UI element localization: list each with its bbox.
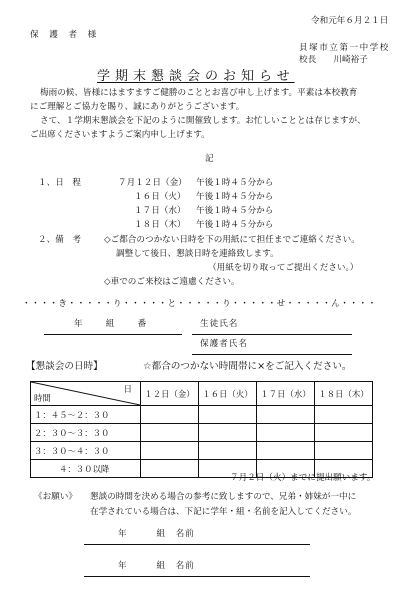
day-header: １８日（木） [315, 382, 373, 406]
table-row [31, 424, 373, 442]
availability-cell[interactable] [141, 460, 199, 478]
class-number-label: 年 組 番 [74, 319, 149, 329]
student-name-line [192, 334, 352, 335]
letter-date: 令和元年６月２１日 [311, 16, 389, 26]
body-line: 梅雨の候、皆様にはますますご健勝のこととお喜び申し上げます。平素は本校教育 [40, 88, 358, 98]
ki-heading: 記 [205, 154, 214, 164]
day-header: １６日（火） [199, 382, 257, 406]
availability-cell[interactable] [257, 442, 315, 460]
schedule-date: １８日（木） [134, 220, 186, 230]
availability-cell[interactable] [199, 424, 257, 442]
availability-cell[interactable] [199, 442, 257, 460]
school-name: 貝塚市立第一中学校 [299, 43, 390, 53]
table-row [31, 442, 373, 460]
schedule-label: １、日 程 [38, 178, 81, 188]
availability-cell[interactable] [141, 406, 199, 424]
day-header: １７日（水） [257, 382, 315, 406]
body-line: にご理解とご協力を賜り、誠にありがとうございます。 [30, 102, 245, 112]
availability-cell[interactable] [315, 442, 373, 460]
time-slot-label: ２：３０～３：３０ [31, 424, 141, 442]
request-line: 懇談の時間を決める場合の参考に致しますので、兄弟・姉妹が一中に [90, 492, 357, 502]
availability-cell[interactable] [257, 424, 315, 442]
guardian-name-label: 保護者氏名 [200, 339, 248, 349]
schedule-date: １６日（火） [134, 192, 186, 202]
addressee: 保 護 者 様 [30, 30, 98, 40]
notes-line: ◇車でのご来校はご遠慮ください。 [104, 277, 240, 287]
availability-cell[interactable] [199, 406, 257, 424]
availability-table [30, 381, 373, 478]
guardian-name-line [192, 354, 352, 355]
sibling-entry-line [84, 544, 310, 545]
class-number-line [44, 334, 182, 335]
schedule-date: ７月１２日（金） [118, 178, 187, 188]
time-slot-label: ３：３０～４：３０ [31, 442, 141, 460]
schedule-time: 午後１時４５分から [196, 206, 274, 216]
request-label: 《お願い》 [34, 492, 77, 502]
page-title: 学期末懇談会のお知らせ [97, 69, 295, 84]
student-name-label: 生徒氏名 [200, 319, 239, 329]
corner-day-label: 日 [123, 384, 132, 394]
instruction: ☆都合のつかない時間帯に×をご記入ください。 [143, 361, 352, 372]
availability-cell[interactable] [257, 406, 315, 424]
time-slot-label: ４：３０以降 [31, 460, 141, 478]
request-line: 在学されている場合は、下記に学年・組・名前を記入してください。 [90, 507, 357, 517]
availability-cell[interactable] [141, 442, 199, 460]
schedule-date: １７日（水） [134, 206, 186, 216]
body-line: ご出席くださいますようご案内申し上げます。 [30, 130, 210, 140]
principal-name: 校長 川崎裕子 [299, 55, 368, 65]
sibling-entry-label: 年 組 名前 [118, 529, 195, 539]
table-row [31, 406, 373, 424]
day-header: １２日（金） [141, 382, 199, 406]
notes-label: ２、備 考 [38, 235, 81, 245]
notes-line: ◇ご都合のつかない日時を下の用紙にて担任までご連絡ください。 [104, 235, 360, 245]
availability-cell[interactable] [141, 424, 199, 442]
table-corner-cell [31, 382, 141, 406]
deadline-note: ７月２日（火）までに提出願います。 [230, 473, 376, 483]
cut-line: ・・・・き・・・・・り・・・・・と・・・・・り・・・・・せ・・・・・ん・・・・ [22, 299, 377, 309]
schedule-time: 午後１時４５分から [196, 178, 274, 188]
notes-line: 調整して後日、懇談日時を連絡致します。 [116, 249, 279, 259]
corner-time-label: 時間 [34, 393, 51, 403]
sibling-entry-label: 年 組 名前 [118, 561, 195, 571]
availability-cell[interactable] [315, 406, 373, 424]
section-title: 【懇談会の日時】 [26, 361, 103, 372]
body-line: さて、１学期末懇談会を下記のように開催致します。お忙しいこととは存じますが、 [40, 116, 366, 126]
availability-cell[interactable] [315, 424, 373, 442]
time-slot-label: １：４５～２：３０ [31, 406, 141, 424]
schedule-time: 午後１時４５分から [196, 192, 274, 202]
schedule-time: 午後１時４５分から [196, 220, 274, 230]
sibling-entry-line [84, 576, 310, 577]
notes-line: （用紙を切り取ってご提出ください。） [208, 263, 359, 273]
